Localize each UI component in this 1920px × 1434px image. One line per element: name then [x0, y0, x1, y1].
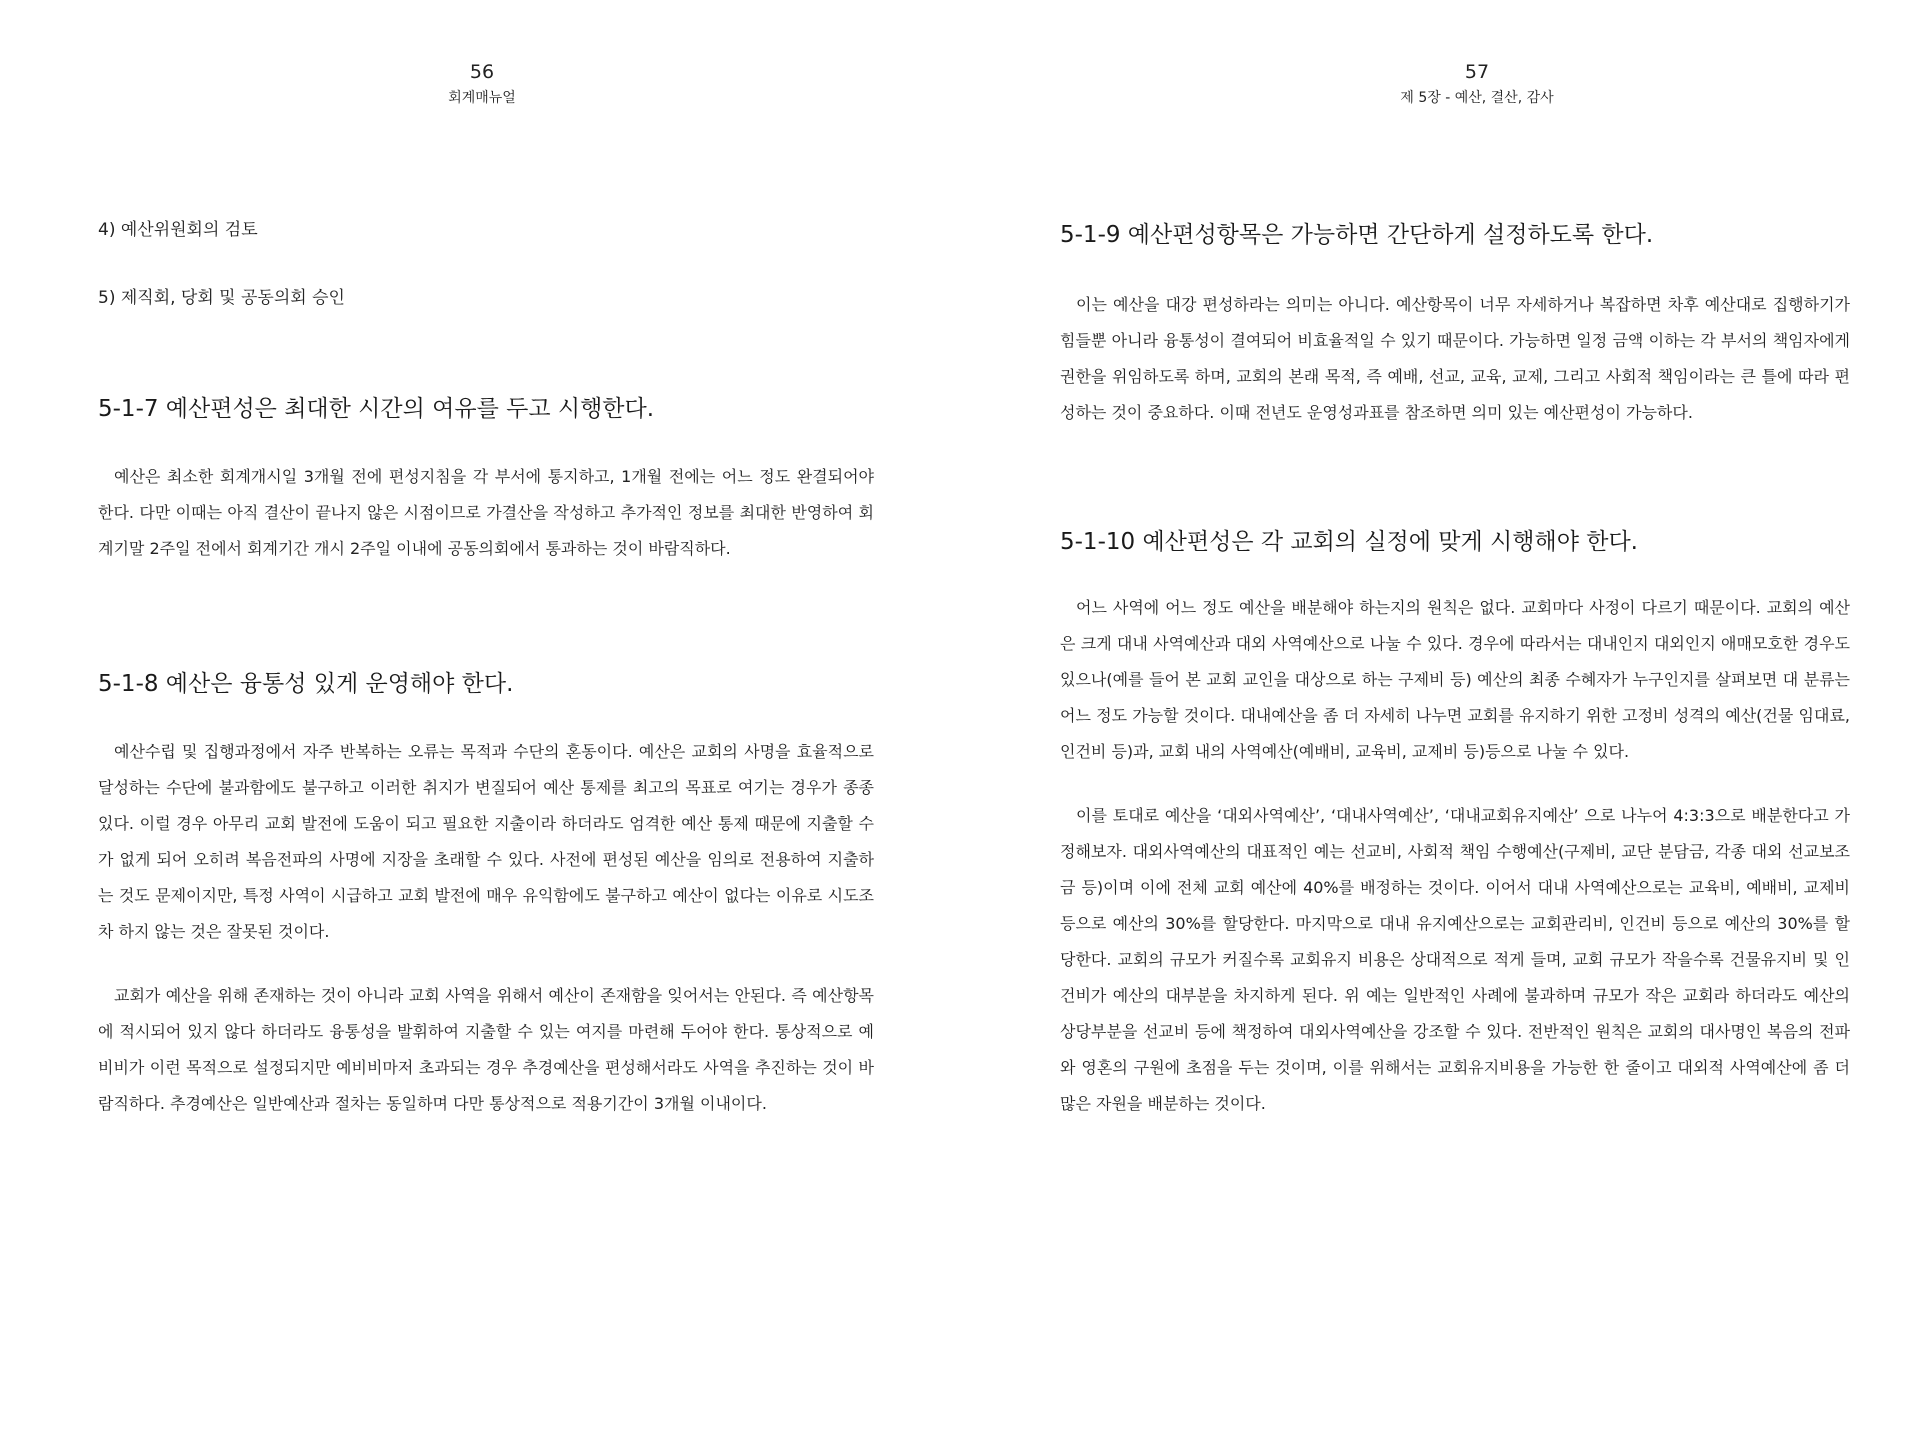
page-content: [98, 218, 874, 1122]
running-head: [382, 60, 582, 108]
right-page: [960, 0, 1920, 1434]
paragraph: 교회가 예산을 위해 존재하는 것이 아니라 교회 사역을 위해서 예산이 존재함을 잊어서는 안된다. 즉 예산항목에 적시되어 있지 않다 하더라도 융통성을 발휘하여 지출할 수 있는 여지를 마련해 두어야 한다. 통상적으로 예비비가 이런 목적으로 설정되지만 예비비마저 초과되는 경우 추경예산을 편성해서라도 사역을 추진하는 것이 바람직하다. 추경예산은 일반예산과 절차는 동일하며 다만 통상적으로 적용기간이 3개월 이내이다.: [98, 986, 874, 1113]
list-item: 5) 제직회, 당회 및 공동의회 승인: [98, 288, 345, 308]
paragraph: 이는 예산을 대강 편성하라는 의미는 아니다. 예산항목이 너무 자세하거나 복잡하면 차후 예산대로 집행하기가 힘들뿐 아니라 융통성이 결여되어 비효율적일 수 있기 때문이다. 가능하면 일정 금액 이하는 각 부서의 책임자에게 권한을 위임하도록 하며, 교회의 본래 목적, 즉 예배, 선교, 교육, 교제, 그리고 사회적 책임이라는 큰 틀에 따라 편성하는 것이 중요하다. 이때 전년도 운영성과표를 참조하면 의미 있는 예산편성이 가능하다.: [1060, 295, 1850, 422]
page-number: 57: [1464, 61, 1490, 83]
section-heading: 5-1-8 예산은 융통성 있게 운영해야 한다.: [98, 671, 514, 697]
section-heading: 5-1-10 예산편성은 각 교회의 실정에 맞게 시행해야 한다.: [1060, 529, 1638, 555]
paragraph: 예산수립 및 집행과정에서 자주 반복하는 오류는 목적과 수단의 혼동이다. 예산은 교회의 사명을 효율적으로 달성하는 수단에 불과함에도 불구하고 이러한 취지가 변질되어 예산 통제를 최고의 목표로 여기는 경우가 종종 있다. 이럴 경우 아무리 교회 발전에 도움이 되고 필요한 지출이라 하더라도 엄격한 예산 통제 때문에 지출할 수가 없게 되어 오히려 복음전파의 사명에 지장을 초래할 수 있다. 사전에 편성된 예산을 임의로 전용하여 지출하는 것도 문제이지만, 특정 사역이 시급하고 교회 발전에 매우 유익함에도 불구하고 예산이 없다는 이유로 시도조차 하지 않는 것은 잘못된 것이다.: [98, 742, 874, 941]
section-heading: 5-1-9 예산편성항목은 가능하면 간단하게 설정하도록 한다.: [1060, 222, 1654, 248]
paragraph: 이를 토대로 예산을 ‘대외사역예산’, ‘대내사역예산’, ‘대내교회유지예산’ 으로 나누어 4:3:3으로 배분한다고 가정해보자. 대외사역예산의 대표적인 예는 선교비, 사회적 책임 수행예산(구제비, 교단 분담금, 각종 대외 선교보조금 등)이며 이에 전체 교회 예산에 40%를 배정하는 것이다. 이어서 대내 사역예산으로는 교육비, 예배비, 교제비 등으로 예산의 30%를 할당한다. 마지막으로 대내 유지예산으로는 교회관리비, 인건비 등으로 예산의 30%를 할당한다. 교회의 규모가 커질수록 교회유지 비용은 상대적으로 적게 들며, 교회 규모가 작을수록 건물유지비 및 인건비가 예산의 대부분을 차지하게 된다. 위 예는 일반적인 사례에 불과하며 규모가 작은 교회라 하더라도 예산의 상당부분을 선교비 등에 책정하여 대외사역예산을 강조할 수 있다. 전반적인 원칙은 교회의 대사명인 복음의 전파와 영혼의 구원에 초점을 두는 것이며, 이를 위해서는 교회유지비용을 가능한 한 줄이고 대외적 사역예산에 좀 더 많은 자원을 배분하는 것이다.: [1060, 806, 1850, 1113]
list-item: 4) 예산위원회의 검토: [98, 220, 258, 240]
paragraph: 어느 사역에 어느 정도 예산을 배분해야 하는지의 원칙은 없다. 교회마다 사정이 다르기 때문이다. 교회의 예산은 크게 대내 사역예산과 대외 사역예산으로 나눌 수 있다. 경우에 따라서는 대내인지 대외인지 애매모호한 경우도 있으나(예를 들어 본 교회 교인을 대상으로 하는 구제비 등) 예산의 최종 수혜자가 누구인지를 살펴보면 대 분류는 어느 정도 가능할 것이다. 대내예산을 좀 더 자세히 나누면 교회를 유지하기 위한 고정비 성격의 예산(건물 임대료, 인건비 등)과, 교회 내의 사역예산(예배비, 교육비, 교제비 등)등으로 나눌 수 있다.: [1060, 598, 1850, 761]
running-head: [1297, 60, 1657, 108]
paragraph: 예산은 최소한 회계개시일 3개월 전에 편성지침을 각 부서에 통지하고, 1개월 전에는 어느 정도 완결되어야 한다. 다만 이때는 아직 결산이 끝나지 않은 시점이므로 가결산을 작성하고 추가적인 정보를 최대한 반영하여 회계기말 2주일 전에서 회계기간 개시 2주일 이내에 공동의회에서 통과하는 것이 바람직하다.: [98, 467, 874, 558]
section-heading: 5-1-7 예산편성은 최대한 시간의 여유를 두고 시행한다.: [98, 396, 655, 422]
page-content: [1060, 220, 1850, 1122]
page-header-title: 회계매뉴얼: [448, 90, 516, 106]
page-header-title: 제 5장 - 예산, 결산, 감사: [1400, 90, 1554, 106]
page-number: 56: [469, 61, 495, 83]
